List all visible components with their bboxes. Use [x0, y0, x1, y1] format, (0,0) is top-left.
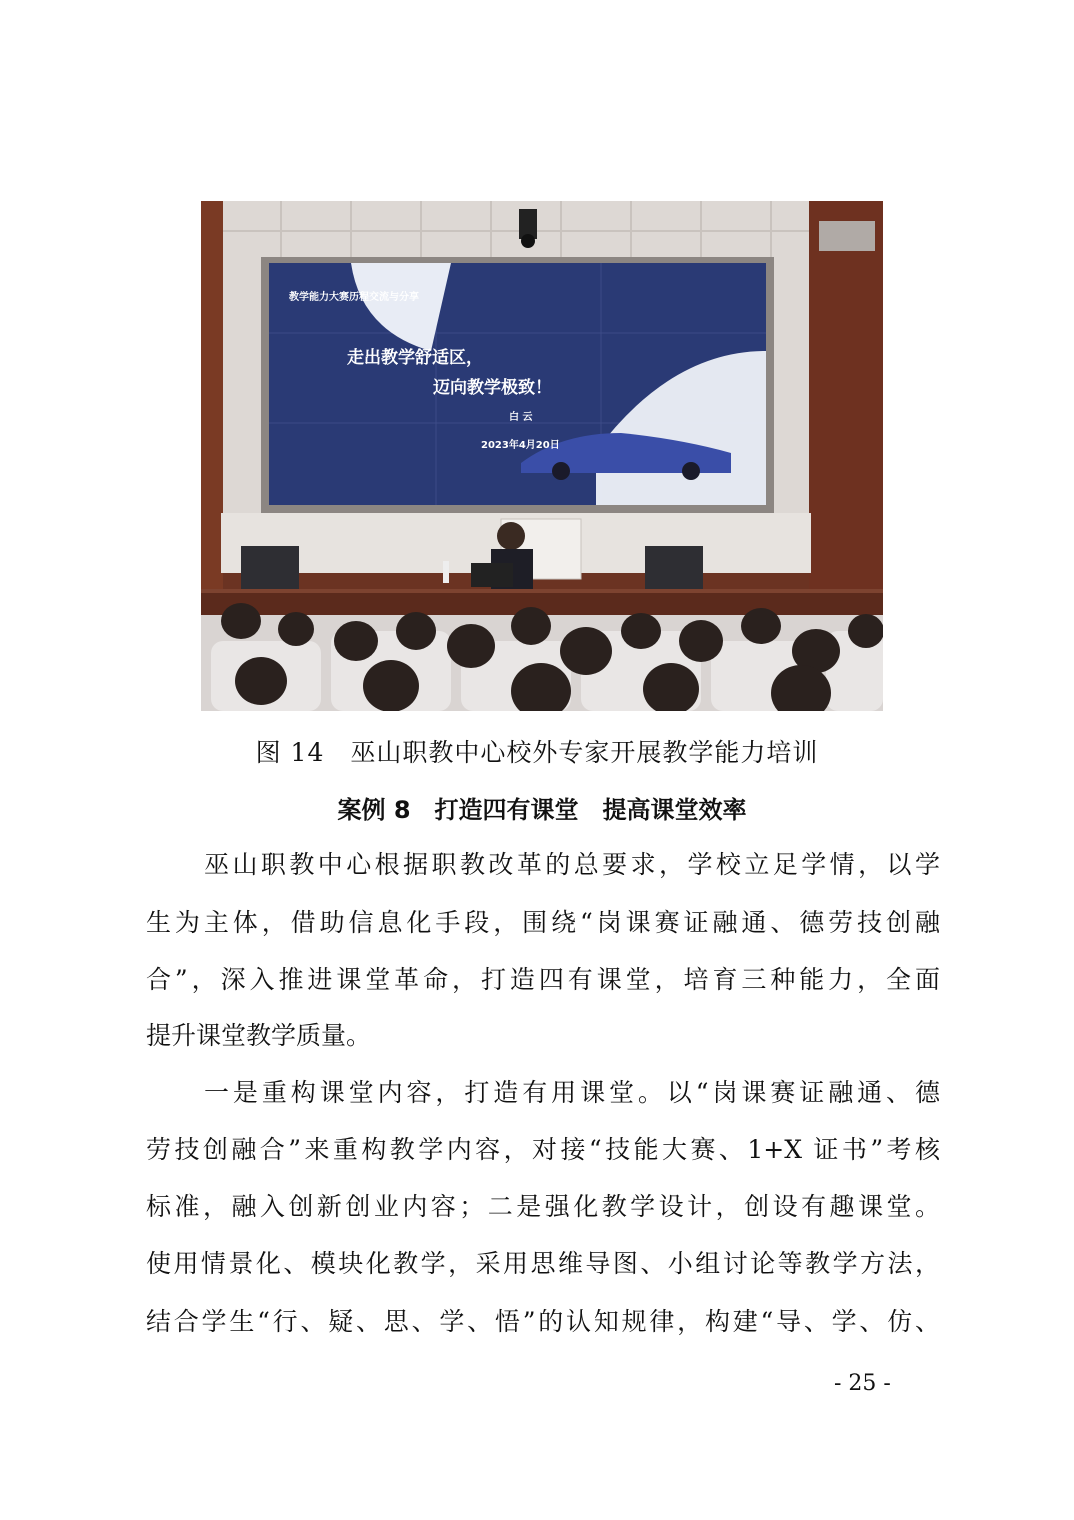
slide-title-line1: 走出教学舒适区，: [347, 348, 483, 368]
slide-date: 2023年4月20日: [481, 440, 560, 451]
figure-caption: 图 14 巫山职教中心校外专家开展教学能力培训: [255, 738, 819, 767]
page-number: - 25 -: [834, 1371, 891, 1396]
paragraph1-line: 提升课堂教学质量。: [146, 1021, 372, 1050]
paragraph2-line: 劳技创融合”来重构教学内容，对接“技能大赛、1+X 证书”考核: [146, 1135, 940, 1164]
slide-title-line2: 迈向教学极致！: [433, 378, 552, 398]
paragraph1-line: 生为主体，借助信息化手段，围绕“岗课赛证融通、德劳技创融: [146, 908, 940, 937]
paragraph2-line: 标准，融入创新创业内容；二是强化教学设计，创设有趣课堂。: [146, 1192, 940, 1221]
case-title: 案例 8 打造四有课堂 提高课堂效率: [337, 796, 747, 824]
slide-header: 教学能力大赛历程交流与分享: [289, 292, 419, 303]
training-photo-scene: [201, 201, 883, 711]
paragraph2-line: 使用情景化、模块化教学，采用思维导图、小组讨论等教学方法，: [146, 1249, 940, 1278]
paragraph2-line: 结合学生“行、疑、思、学、悟”的认知规律，构建“导、学、仿、: [146, 1307, 940, 1336]
paragraph1-line: 合”，深入推进课堂革命，打造四有课堂，培育三种能力，全面: [146, 965, 940, 994]
slide-author: 白 云: [509, 412, 533, 423]
paragraph1-line: 巫山职教中心根据职教改革的总要求，学校立足学情，以学: [204, 850, 940, 879]
paragraph2-line: 一是重构课堂内容，打造有用课堂。以“岗课赛证融通、德: [204, 1078, 940, 1107]
training-photo: [201, 201, 883, 711]
